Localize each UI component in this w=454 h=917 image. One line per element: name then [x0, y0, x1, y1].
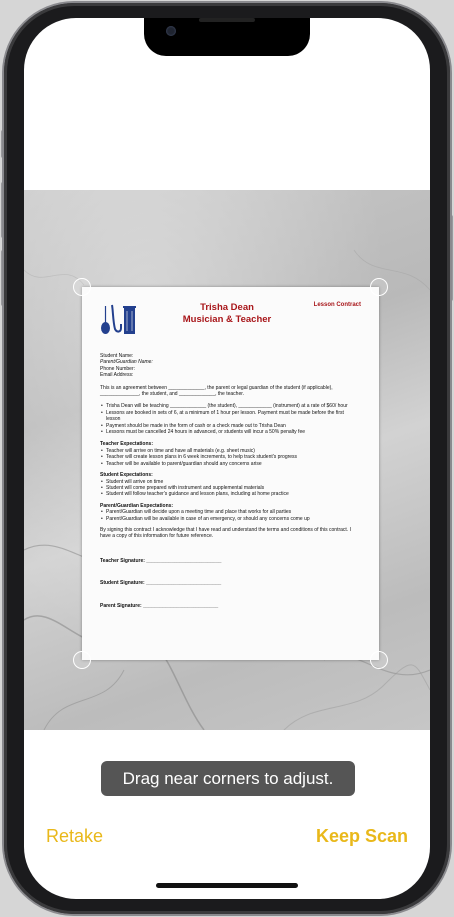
- field-phone: Phone Number:: [100, 365, 136, 372]
- field-student-name: Student Name:: [100, 353, 134, 359]
- teacher-expectations-heading: Teacher Expectations:: [100, 441, 153, 448]
- agreement-text: This is an agreement between _____________, the parent or legal guardian of the student (if applicable), ______________, the student, and _____________, the teacher.: [100, 384, 333, 398]
- student-item: • Student will come prepared with instrument and supplemental materials: [100, 485, 358, 491]
- title-role: Musician & Teacher: [182, 313, 272, 325]
- student-item: • Student will follow teacher's guidance and lesson plans, including at home practice: [100, 491, 358, 497]
- teacher-item: • Teacher will be available to parent/guardian should any concerns arise: [100, 461, 358, 467]
- term-item: • Payment should be made in the form of cash or a check made out to Trisha Dean: [100, 423, 358, 429]
- front-camera-icon: [166, 26, 176, 36]
- corner-handle-bottom-right[interactable]: [370, 651, 388, 669]
- field-parent-name: Parent/Guardian Name:: [100, 359, 153, 366]
- parent-item: • Parent/Guardian will decide upon a meeting time and place that works for all parties: [100, 509, 358, 515]
- home-indicator[interactable]: [156, 883, 298, 888]
- term-item: • Lessons must be cancelled 24 hours in advanced, or students will incur a 50% penalty fee: [100, 429, 358, 435]
- scan-preview: [24, 190, 430, 730]
- notch: [144, 18, 310, 56]
- scanned-document: [82, 287, 379, 660]
- student-expectations-heading: Student Expectations:: [100, 472, 153, 479]
- teacher-item: • Teacher will arrive on time and have all materials (e.g. sheet music): [100, 448, 358, 454]
- instruments-logo: [100, 302, 138, 336]
- teacher-item: • Teacher will create lesson plans in 6 week increments, to help track student's progress: [100, 454, 358, 460]
- adjust-corners-hint: Drag near corners to adjust.: [101, 761, 355, 796]
- teacher-signature-line: Teacher Signature: ___________________________: [100, 557, 222, 564]
- corner-handle-bottom-left[interactable]: [73, 651, 91, 669]
- student-item: • Student will arrive on time: [100, 479, 358, 485]
- corner-handle-top-left[interactable]: [73, 278, 91, 296]
- term-item: • Lessons are booked in sets of 6, at a minimum of 1 hour per lesson. Payment must be made before the first lesson: [100, 410, 358, 423]
- keep-scan-button[interactable]: Keep Scan: [315, 826, 408, 846]
- student-signature-line: Student Signature: ___________________________: [100, 580, 222, 587]
- corner-handle-top-right[interactable]: [370, 278, 388, 296]
- phone-screen: [24, 18, 430, 899]
- earpiece-speaker: [199, 18, 255, 22]
- title-name: Trisha Dean: [200, 302, 254, 313]
- parent-signature-line: Parent Signature: ___________________________: [100, 602, 219, 609]
- closing-text: By signing this contract I acknowledge that I have read and understand the terms and conditions of this contract. I have a copy of this information for future reference.: [100, 526, 351, 540]
- parent-item: • Parent/Guardian will be available in case of an emergency, or should any concerns come up: [100, 516, 358, 522]
- field-email: Email Address:: [100, 372, 134, 379]
- contract-label: Lesson Contract: [313, 302, 361, 308]
- document-title: [172, 302, 282, 325]
- retake-button[interactable]: Retake: [46, 826, 104, 846]
- term-item: • Trisha Dean will be teaching _____________ (the student), ____________ (instrument) at a rate of $60/ hour: [100, 403, 358, 409]
- document-body: [100, 353, 358, 609]
- parent-expectations-heading: Parent/Guardian Expectations:: [100, 502, 174, 509]
